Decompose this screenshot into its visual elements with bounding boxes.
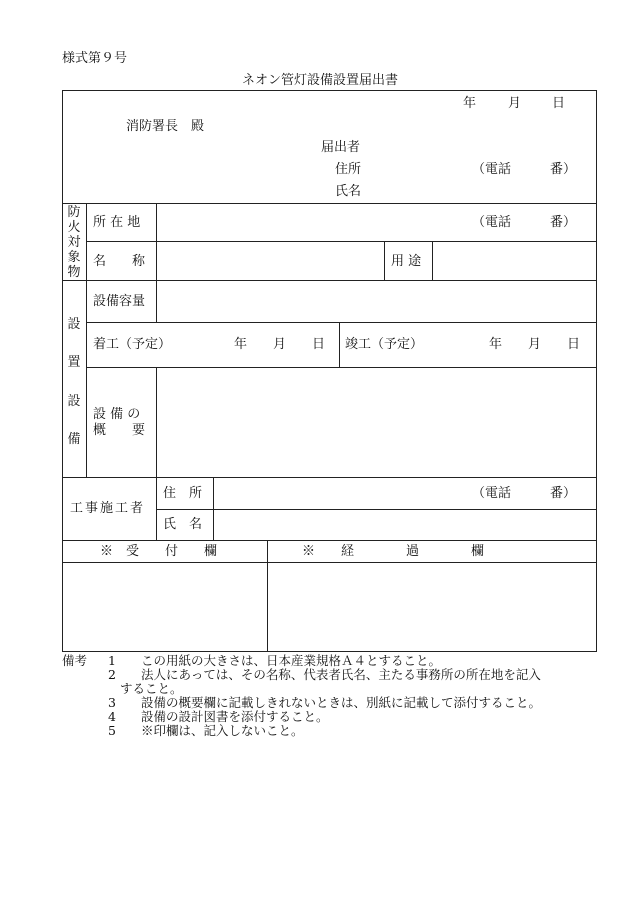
col-divider xyxy=(267,540,268,652)
col-divider xyxy=(156,477,157,540)
applicant-phone: （電話 番） xyxy=(472,162,577,177)
form-number: 様式第９号 xyxy=(62,51,128,66)
col-divider xyxy=(156,367,157,477)
contractor-section-label: 工事施工者 xyxy=(70,501,146,516)
note-item-1: 1 この用紙の大きさは、日本産業規格Ａ４とすること。 xyxy=(108,653,441,668)
target-name-label: 名 称 xyxy=(93,254,146,269)
contractor-address-label: 住 所 xyxy=(163,486,203,501)
contractor-name-label: 氏 名 xyxy=(163,517,203,532)
row-divider xyxy=(86,241,597,242)
row-divider xyxy=(62,540,597,541)
form-title: ネオン管灯設備設置届出書 xyxy=(242,73,399,88)
completion-label: 竣工（予定） xyxy=(345,337,424,352)
row-divider xyxy=(86,322,597,323)
contractor-phone: （電話 番） xyxy=(472,486,577,501)
note-item-2-cont: すること。 xyxy=(120,681,183,696)
date-month: 月 xyxy=(508,96,522,111)
overview-label-line2: 概 要 xyxy=(93,423,146,438)
col-divider xyxy=(156,203,157,322)
note-item-4: 4 設備の設計図書を添付すること。 xyxy=(108,709,329,724)
equipment-section-label: 設置設備 xyxy=(67,317,81,448)
applicant-label: 届出者 xyxy=(321,140,361,155)
col-divider xyxy=(432,241,433,280)
overview-label-line1: 設 備 の xyxy=(93,407,141,422)
applicant-address-label: 住所 xyxy=(335,162,362,177)
location-label: 所 在 地 xyxy=(93,215,141,230)
col-divider xyxy=(213,477,214,540)
row-divider xyxy=(86,367,597,368)
start-label: 着工（予定） xyxy=(93,337,172,352)
note-item-5: 5 ※印欄は、記入しないこと。 xyxy=(108,723,304,738)
addressee: 消防署長 殿 xyxy=(126,119,205,134)
row-divider xyxy=(62,562,597,563)
col-divider xyxy=(384,241,385,280)
col-divider xyxy=(86,203,87,477)
date-day: 日 xyxy=(552,96,566,111)
date-year: 年 xyxy=(463,96,477,111)
start-date: 年 月 日 xyxy=(234,337,326,352)
col-divider xyxy=(339,322,340,367)
row-divider xyxy=(156,509,597,510)
reception-column-header: ※ 受 付 欄 xyxy=(100,544,218,559)
note-item-2: 2 法人にあっては、その名称、代表者氏名、主たる事務所の所在地を記入 xyxy=(108,667,541,682)
capacity-label: 設備容量 xyxy=(93,294,146,309)
location-phone: （電話 番） xyxy=(472,215,577,230)
row-divider xyxy=(62,280,597,281)
notes-heading: 備考 xyxy=(62,653,88,668)
note-item-3: 3 設備の概要欄に記載しきれないときは、別紙に記載して添付すること。 xyxy=(108,695,541,710)
target-section-label: 防火対象物 xyxy=(67,205,81,280)
completion-date: 年 月 日 xyxy=(489,337,581,352)
applicant-name-label: 氏名 xyxy=(335,184,362,199)
row-divider xyxy=(62,477,597,478)
use-label: 用 途 xyxy=(391,254,422,269)
progress-column-header: ※ 経 過 欄 xyxy=(302,544,485,559)
row-divider xyxy=(62,203,597,204)
